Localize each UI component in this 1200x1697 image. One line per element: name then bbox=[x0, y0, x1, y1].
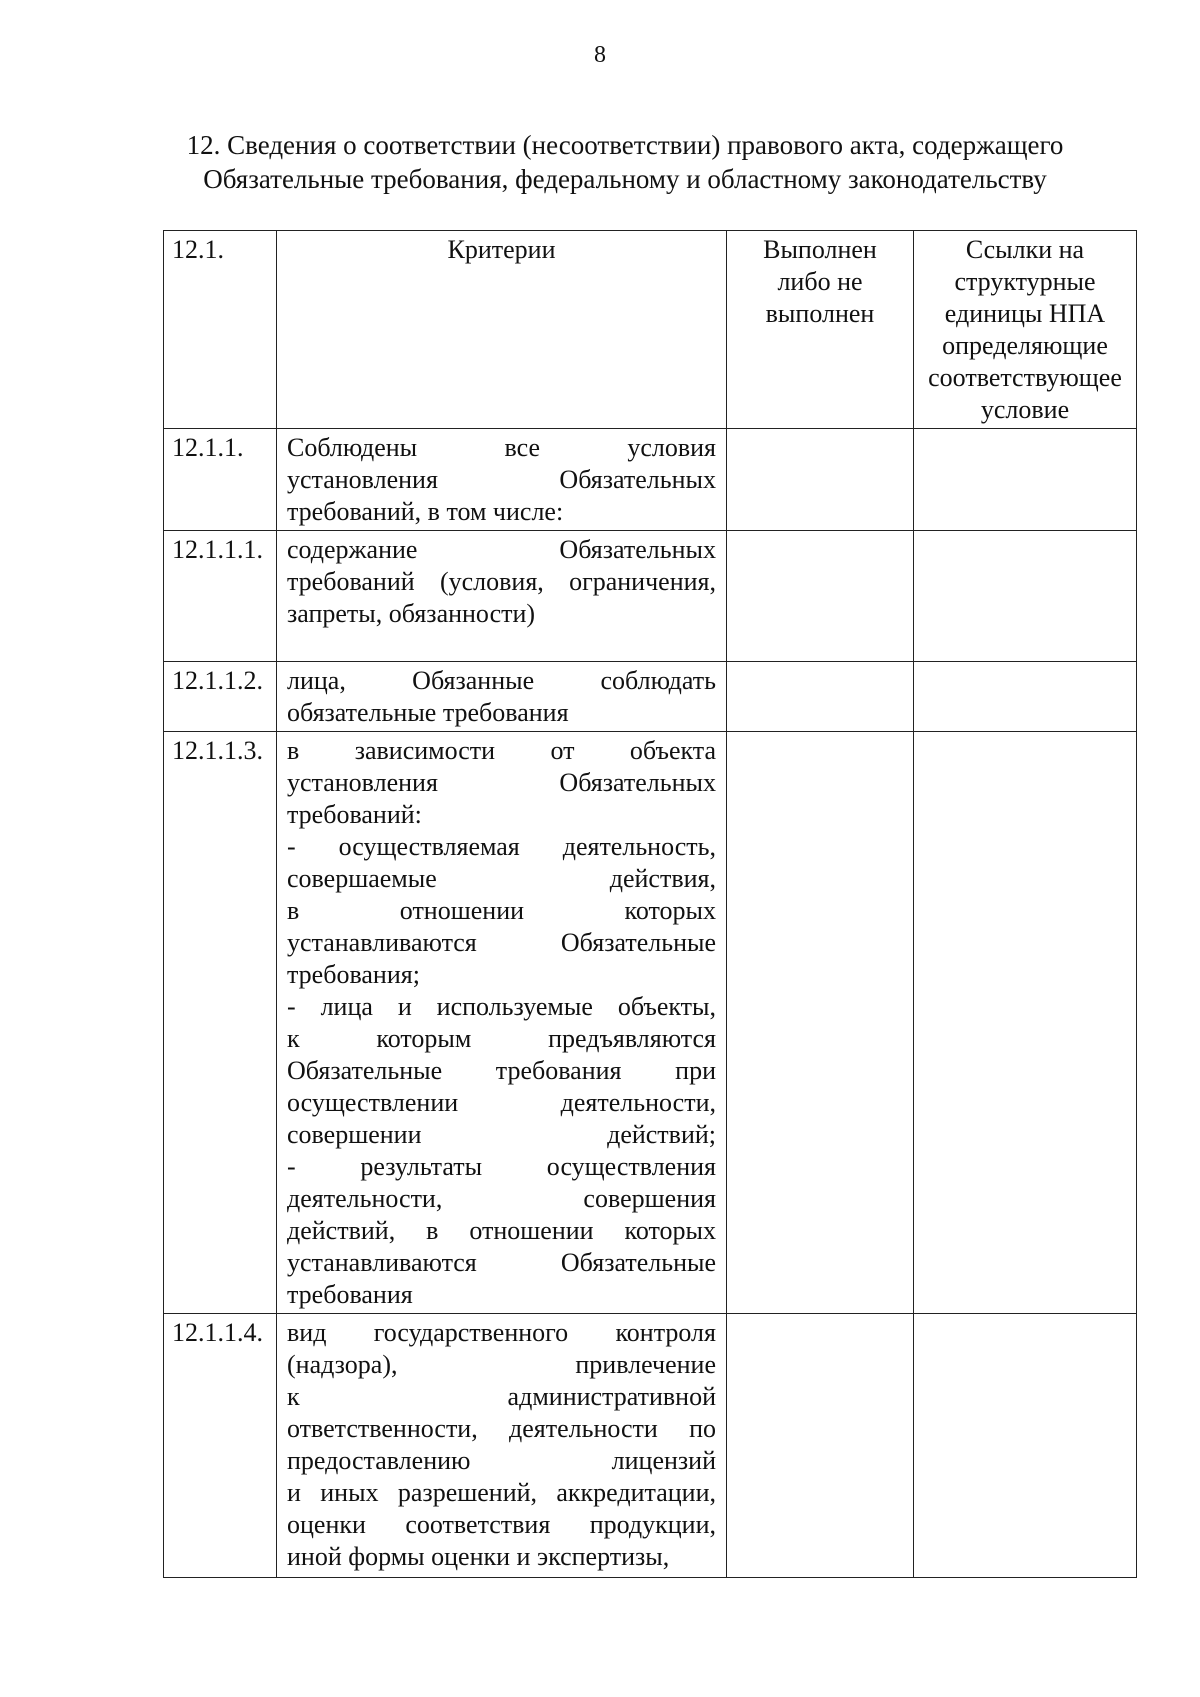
page-number: 8 bbox=[594, 42, 606, 68]
criteria-line: запреты, обязанности) bbox=[287, 599, 536, 628]
criteria-line: иной формы оценки и экспертизы, bbox=[287, 1542, 670, 1571]
criteria-line: Обязательные требования при bbox=[287, 1056, 716, 1085]
section-title-line-1: 12. Сведения о соответствии (несоответствии) правового акта, содержащего bbox=[186, 130, 1064, 160]
row-done-cell bbox=[727, 732, 914, 1314]
criteria-line: (надзора), привлечение bbox=[287, 1350, 716, 1379]
section-title-line-2: Обязательные требования, федеральному и областному законодательству bbox=[203, 164, 1047, 194]
criteria-line: лица, Обязанные соблюдать bbox=[287, 666, 716, 695]
row-number: 12.1.1.2. bbox=[164, 662, 277, 732]
criteria-line: совершении действий; bbox=[287, 1120, 716, 1149]
criteria-line: - результаты осуществления bbox=[287, 1152, 716, 1181]
row-number: 12.1.1. bbox=[164, 429, 277, 531]
criteria-line: - лица и используемые объекты, bbox=[287, 992, 716, 1021]
header-number: 12.1. bbox=[164, 231, 277, 429]
criteria-line: содержание Обязательных bbox=[287, 535, 716, 564]
criteria-line: установления Обязательных bbox=[287, 465, 716, 494]
table-row bbox=[164, 531, 1137, 662]
row-refs-cell bbox=[914, 732, 1137, 1314]
criteria-line: предоставлению лицензий bbox=[287, 1446, 716, 1475]
row-criteria bbox=[277, 732, 727, 1314]
row-criteria bbox=[277, 531, 727, 662]
criteria-line: и иных разрешений, аккредитации, bbox=[287, 1478, 716, 1507]
row-refs-cell bbox=[914, 662, 1137, 732]
row-done-cell bbox=[727, 429, 914, 531]
criteria-line: установления Обязательных bbox=[287, 768, 716, 797]
criteria-line: деятельности, совершения bbox=[287, 1184, 716, 1213]
section-title bbox=[150, 128, 1100, 196]
table-row bbox=[164, 732, 1137, 1314]
criteria-line: требований, в том числе: bbox=[287, 497, 564, 526]
criteria-line: - осуществляемая деятельность, bbox=[287, 832, 716, 861]
row-done-cell bbox=[727, 531, 914, 662]
table-header-row bbox=[164, 231, 1137, 429]
criteria-line: в зависимости от объекта bbox=[287, 736, 716, 765]
row-criteria bbox=[277, 662, 727, 732]
header-criteria: Критерии bbox=[277, 231, 727, 429]
criteria-line: устанавливаются Обязательные bbox=[287, 1248, 716, 1277]
row-done-cell bbox=[727, 1314, 914, 1578]
row-number: 12.1.1.1. bbox=[164, 531, 277, 662]
table-row bbox=[164, 429, 1137, 531]
criteria-line: требований: bbox=[287, 800, 422, 829]
criteria-line: требований (условия, ограничения, bbox=[287, 567, 716, 596]
criteria-line: совершаемые действия, bbox=[287, 864, 716, 893]
header-refs: Ссылки на структурные единицы НПА определяющие соответствующее условие bbox=[914, 231, 1137, 429]
criteria-line: обязательные требования bbox=[287, 698, 569, 727]
row-done-cell bbox=[727, 662, 914, 732]
criteria-line: устанавливаются Обязательные bbox=[287, 928, 716, 957]
table-row bbox=[164, 1314, 1137, 1578]
criteria-line: оценки соответствия продукции, bbox=[287, 1510, 716, 1539]
row-number: 12.1.1.3. bbox=[164, 732, 277, 1314]
table-row bbox=[164, 662, 1137, 732]
row-refs-cell bbox=[914, 1314, 1137, 1578]
criteria-line: в отношении которых bbox=[287, 896, 716, 925]
row-refs-cell bbox=[914, 531, 1137, 662]
row-number: 12.1.1.4. bbox=[164, 1314, 277, 1578]
criteria-line: Соблюдены все условия bbox=[287, 433, 716, 462]
row-criteria bbox=[277, 429, 727, 531]
criteria-line: требования bbox=[287, 1280, 413, 1309]
criteria-table bbox=[163, 230, 1137, 1578]
table-body bbox=[164, 429, 1137, 1578]
criteria-line: требования; bbox=[287, 960, 420, 989]
row-refs-cell bbox=[914, 429, 1137, 531]
criteria-line: к которым предъявляются bbox=[287, 1024, 716, 1053]
row-criteria bbox=[277, 1314, 727, 1578]
criteria-line: вид государственного контроля bbox=[287, 1318, 716, 1347]
criteria-line: ответственности, деятельности по bbox=[287, 1414, 716, 1443]
header-done: Выполнен либо не выполнен bbox=[727, 231, 914, 429]
criteria-line: к административной bbox=[287, 1382, 716, 1411]
criteria-line: действий, в отношении которых bbox=[287, 1216, 716, 1245]
criteria-line: осуществлении деятельности, bbox=[287, 1088, 716, 1117]
